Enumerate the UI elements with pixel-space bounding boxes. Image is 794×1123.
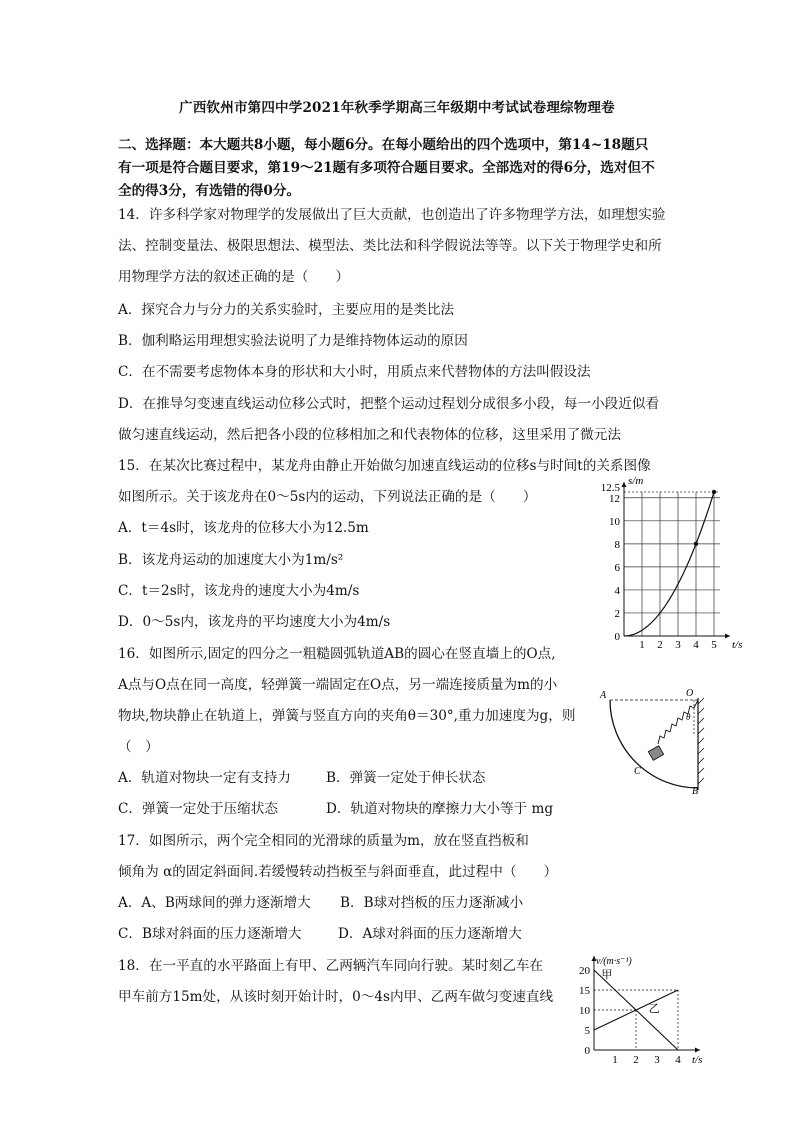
vt-x-label: t/s [692,1054,703,1066]
st-x-tick-3: 3 [675,639,681,651]
q16-arc-track-figure [598,686,710,796]
q14-option-d-2: 做匀速直线运动，然后把各小段的位移相加之和代表物体的位移，这里采用了微元法 [118,427,621,443]
q17-option-b: B．B球对挡板的压力逐渐减小 [340,895,524,911]
st-y-label: s/m [628,475,644,487]
st-point-0 [694,542,698,546]
q15-option-a: A．t＝4s时，该龙舟的位移大小为12.5m [118,520,369,536]
q17-stem-1: 17．如图所示，两个完全相同的光滑球的质量为m，放在竖直挡板和 [118,833,529,849]
q17-stem-2: 倾角为 α的固定斜面间.若缓慢转动挡板至与斜面垂直，此过程中（ ） [118,864,558,880]
q15-stem-1: 15．在某次比赛过程中，某龙舟由静止开始做匀加速直线运动的位移s与时间t的关系图像 [118,458,651,474]
st-x-arrow [725,634,730,639]
st-curve [624,492,714,636]
vt-y-tick-20: 20 [579,965,590,977]
vt-series-label-1: 乙 [648,1003,660,1015]
vt-x-arrow [695,1048,700,1053]
st-y-tick-10: 10 [609,515,620,528]
label-a: A [600,690,607,701]
q16-option-a: A．轨道对物块一定有支持力 [118,770,291,786]
st-y-tick-8: 8 [614,538,620,551]
q17-option-d: D．A球对斜面的压力逐渐增大 [338,926,522,942]
q16-stem-4: （ ） [118,739,159,755]
st-point-1 [712,490,716,494]
page-title: 广西钦州市第四中学2021年秋季学期高三年级期中考试试卷理综物理卷 [179,100,615,116]
st-y-tick-4: 4 [614,584,620,597]
q17-option-c: C．B球对斜面的压力逐渐增大 [118,926,302,942]
st-y-arrow [622,482,627,487]
q15-stem-2: 如图所示。关于该龙舟在0～5s内的运动，下列说法正确的是（ ） [118,489,537,505]
q16-option-c: C．弹簧一定处于压缩状态 [118,801,278,817]
q15-st-chart [588,475,743,656]
q15-option-b: B．该龙舟运动的加速度大小为1m/s² [118,552,344,568]
st-x-label: t/s [732,639,743,651]
q16-stem-2: A点与O点在同一高度，轻弹簧一端固定在O点，另一端连接质量为m的小 [118,677,558,693]
label-c: C [634,766,641,777]
st-y-tick-6: 6 [614,561,620,574]
st-x-tick-4: 4 [693,639,699,651]
q14-stem-1: 14．许多科学家对物理学的发展做出了巨大贡献，也创造出了许多物理学方法，如理想实验 [118,207,666,223]
st-chart-labels [601,475,743,651]
q14-stem-3: 用物理学方法的叙述正确的是（ ） [118,269,350,285]
q15-option-d: D．0～5s内，该龙舟的平均速度大小为4m/s [118,614,391,630]
section-line-2: 有一项是符合题目要求，第19～21题有多项符合题目要求。全部选对的得6分，选对但不 [118,160,655,176]
label-b: B [692,786,699,797]
q18-vt-chart [570,940,720,1070]
vt-y-tick-15: 15 [579,985,590,997]
vt-y-tick-0: 0 [584,1045,590,1057]
st-y-tick-0: 0 [614,631,620,643]
q14-option-d-1: D．在推导匀变速直线运动位移公式时，把整个运动过程划分成很多小段，每一小段近似看 [118,396,660,412]
block [648,746,663,761]
q17-option-a: A．A、B两球间的弹力逐渐增大 [118,895,311,911]
st-y-tick-2: 2 [614,607,620,620]
spring [658,700,698,744]
vt-series-label-0: 甲 [601,969,613,981]
vt-y-tick-5: 5 [584,1025,590,1037]
q16-option-d: D．轨道对物块的摩擦力大小等于 mg [326,801,554,817]
q16-stem-1: 16．如图所示,固定的四分之一粗糙圆弧轨道AB的圆心在竖直墙上的O点, [118,646,556,662]
q15-option-c: C．t＝2s时，该龙舟的速度大小为4m/s [118,583,360,599]
vt-x-tick-1: 1 [612,1054,618,1066]
st-x-tick-5: 5 [711,639,717,651]
q16-option-b: B．弹簧一定处于伸长状态 [326,770,486,786]
vt-chart-guides [594,990,678,1050]
wall-hatching [698,698,704,784]
st-y-tick-12.5: 12.5 [600,482,620,494]
st-chart-grid [624,492,720,636]
q18-stem-2: 甲车前方15m处，从该时刻开始计时，0～4s内甲、乙两车做匀变速直线 [118,989,554,1005]
q14-option-c: C．在不需要考虑物体本身的形状和大小时，用质点来代替物体的方法叫假设法 [118,364,591,380]
st-chart-marks [624,490,716,636]
q14-option-b: B．伽利略运用理想实验法说明了力是维持物体运动的原因 [118,333,468,349]
label-theta: θ [686,712,691,722]
section-line-1: 二、选择题：本大题共8小题，每小题6分。在每小题给出的四个选项中，第14~18题只 [118,137,649,153]
q18-stem-1: 18．在一平直的水平路面上有甲、乙两辆汽车同向行驶。某时刻乙车在 [118,958,544,974]
section-line-3: 全的得3分，有选错的得0分。 [118,183,301,199]
vt-x-tick-4: 4 [675,1054,681,1066]
arc-track [610,700,698,788]
vt-y-label: v/(m·s⁻¹) [596,956,632,967]
q16-stem-3: 物块,物块静止在轨道上，弹簧与竖直方向的夹角θ＝30°,重力加速度为g，则 [118,708,576,724]
st-x-tick-2: 2 [657,639,663,651]
q14-stem-2: 法、控制变量法、极限思想法、模型法、类比法和科学假说法等等。以下关于物理学史和所 [118,238,662,254]
vt-x-tick-3: 3 [654,1054,660,1066]
st-y-tick-12: 12 [609,492,620,505]
label-o: O [686,688,694,699]
q14-option-a: A．探究合力与分力的关系实验时，主要应用的是类比法 [118,302,455,318]
vt-y-tick-10: 10 [579,1005,590,1017]
vt-x-tick-2: 2 [633,1054,639,1066]
st-x-tick-1: 1 [639,639,645,651]
